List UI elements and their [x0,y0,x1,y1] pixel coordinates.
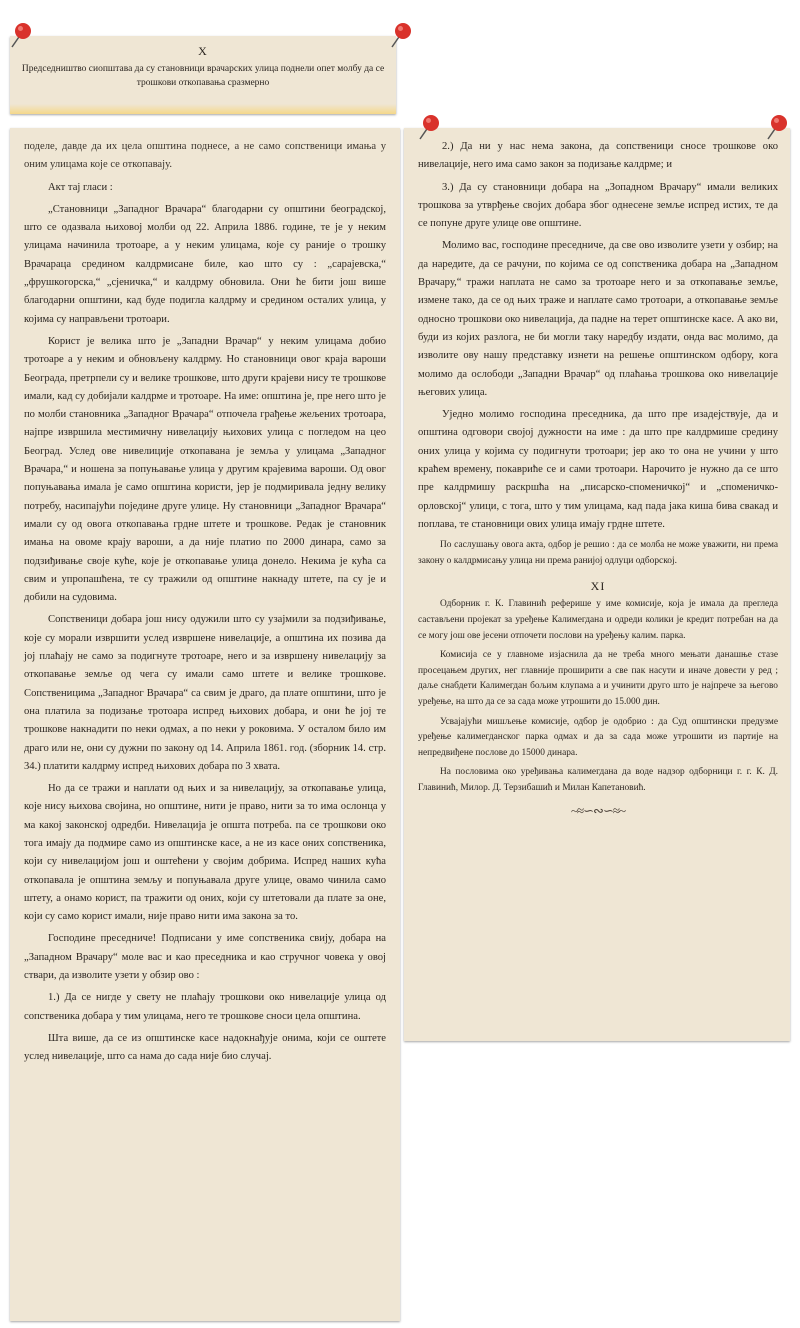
paragraph: Но да се тражи и наплати од њих и за нивелацију, за откопавање улица, које нису њихова својина, но општине, нити је право, нити за то има ослонца у ма какој законској одредби. Нивелација је општа потреба. па се трошкови око тога имају да подмире само из општинске касе, а не из касе оних сопственика, који су нивелацијом још и оштећени у својим добрима. Испред наших кућа откопавала је општина земљу и попуњавала друге улице, овамо чинила само штету, а онамо корист, па тражити од оних, који су штетовали да плате за оне, који су само корист имали, није право нити има закона за то. [24,783,386,923]
paragraph-decision: По саслушању овога акта, одбор је решио : да се молба не може уважити, ни према закону о калдрмисању улица ни према ранијој одлуци одборској. [418,540,778,566]
pushpin-icon [414,112,444,142]
section-number: X [198,44,208,58]
paragraph: Усвајајући мишљење комисије, одбор је одобрио : да Суд општински предузме уређење калимегданског парка одмах и да за сада може утрошити из партије на непредвиђене послове до 15000 динара. [418,716,778,758]
paragraph: Шта више, да се из општинске касе надокнађује онима, који се оштете услед нивелације, што са нама до сада није био случај. [24,1032,386,1063]
clipping-right-column [404,128,790,1041]
pushpin-icon [386,20,416,50]
paragraph: „Становници „Западног Врачара“ благодарни су општини београдској, што се одазвала њиховој молби од 22. Априла 1886. године, те је у неким улицама начинила тротоаре, а у неким улицама, које су раније о трошку Врачараца средином калдрмисане биле, као што су : „сарајевска,“ „фрушкогорска,“ „сјеничка,“ и калдрму обновила. Они ће бити још више благодарни општини, кад буде подигла калдрму и средином осталих улица, у којима су направљени тротоари. [24,203,386,325]
paragraph: Комисија се у главноме изјаснила да не треба много мењати данашње стазе просецањем других, нег главније проширити а све пак насути и иначе довести у ред ; даље снабдети Калимегдан бољим клупама а и учинити друго што је најпрече за његово уређење, на што да се за сада може утрошити до 15.000 дин. [418,650,778,707]
paragraph: 2.) Да ни у нас нема закона, да сопственици сносе трошкове око нивелације, него има само закон за подизање калдрме; и [418,141,778,171]
paragraph: 3.) Да су становници добара на „Зопадном Врачару“ имали великих трошкова за утврђење својих добара због однесене земље испред истих, те да се попуне друге улице ове општине. [418,181,778,230]
ornament-divider-icon: ~≈∽∾∽≈~ [570,802,625,818]
paragraph: На пословима око уређивања калимегдана да воде надзор одборници г. г. К. Д. Главинић, Милор. Д. Терзибашић и Милан Капетановић. [418,767,778,793]
paragraph: Уједно молимо господина преседника, да што пре изадејствује, да и општина одговори својој дужности на име : да што пре калдрмише средину оних улица у којима су подигнути тротоари; јер ако то она не учини у што краћем времену, покавриће се и сами тротоари. Нарочито је нужно да се што пре калдрмишу раскршћа на „писарско-споменичкој“ и „споменичко-орловској“ улици, с тога, што у тим улицама, кад пада јака киша бива свакад и поплава, те становници ових улица имају грдне штете. [418,409,778,530]
paragraph: Акт тај гласи : [48,181,113,193]
paragraph: Корист је велика што је „Западни Врачар“ у неким улицама добио тротоаре а у неким и обновљену калдрму. Но становници овог краја вароши Београда, претрпели су и велике трошкове, што други крајеви нису те трошкове имали, кад су добијали калдрме и тротоаре. На име: општина је, пре него што је по молби становника „Западног Врачара“ отпочела грађење жељених тротоара, најпре извршила местимичну нивелацију њихових улица с погледом на цео Београд. Услед ове нивелиције откопавана је земља у улицама „Западног Врачара,“ и ношена за попуњавање улица у другим крајевима вароши. Од овог попуњавања имала је само општина користи, јер је подмиривала једну велику потребу, насипајући поједине друге улице. Ну становници „Западног Врачара“ имали су од овога откопавања грдне штете и трошкове. Редак је становник имања на овоме крају вароши, а да није платио по 2000 динара, само за подзиђивање своје куће, које је откопавање улица донело. Некима је кућа са свим и упропашћена, те су тражили од општине накнаду штете, па су је и добили на судовима. [24,335,386,604]
pushpin-icon [762,112,792,142]
clipping-section-x [10,36,396,114]
paragraph: Молимо вас, господине преседниче, да све ово изволите узети у озбир; на да наредите, да се рачуни, по којима се од сопственика добара на „Западном Врачару,“ тражи наплата не само за тротоаре него и за откопавање земље, измене тако, да се од њих траже и наплате само тротоари, а откопавање земље односно трошкови око нивелација, да падне на терет општинске касе. А ако ви, буди из којих разлога, не би могли таку наредбу издати, онда вас молимо, да изволите ову нашу представку изнети на решење општинском одбору, кога молимо да ослободи „Западни Врачар“ од плаћања трошкова око нивелације његових улица. [418,240,778,398]
pushpin-icon [6,20,36,50]
paragraph: поделе, давде да их цела општина поднесе, а не само сопственици имања у оним улицама које се откопавају. [24,141,386,171]
paragraph: Одборник г. К. Главинић реферише у име комисије, која је имала да прегледа састављени пројекат за уређење Калимегдана и одреди колики је кредит потребан на да се могу још ове јесени отпочети послови на уређењу калим. парка. [418,599,778,641]
section-heading: Председништво сиопштава да су становници врачарских улица поднели опет молбу да се трошкови откопавања сразмерно [21,64,385,88]
paragraph: Господине преседниче! Подписани у име сопственика свију, добара на „Западном Врачару“ моле вас и као преседника и као стручног човека у овој ствари, да изволите узети у обзир ово : [24,933,386,982]
paragraph: 1.) Да се нигде у свету не плаћају трошкови око нивелације улица од сопственика добара у тим улицама, него те трошкове сноси цела општина. [24,992,386,1022]
section-number: XI [590,579,606,594]
clipping-left-column [10,128,400,1321]
paragraph: Сопственици добара још нису одужили што су узајмили за подзиђивање, које су морали извршити услед извршене нивелације, а општина их позива да јој плаћају не само за подигнуте тротоаре, него и за извршену нивелацију за откопавање земље од чега су имали само штете и велике трошкове. Сопственицима „Западног Врачара“ са свим је драго, да плате општини, што је она платила за подизање тротоара испред њихових добара, и они ће јој те трошкове накнадити по неки одмах, а по неки у роковима. У осталом било им драго или не, они су дужни по закону од 14. Априла 1861. год. (зборник 14. стр. 34.) платити калдрму испред њихових добара по 3 хвата. [24,614,386,772]
